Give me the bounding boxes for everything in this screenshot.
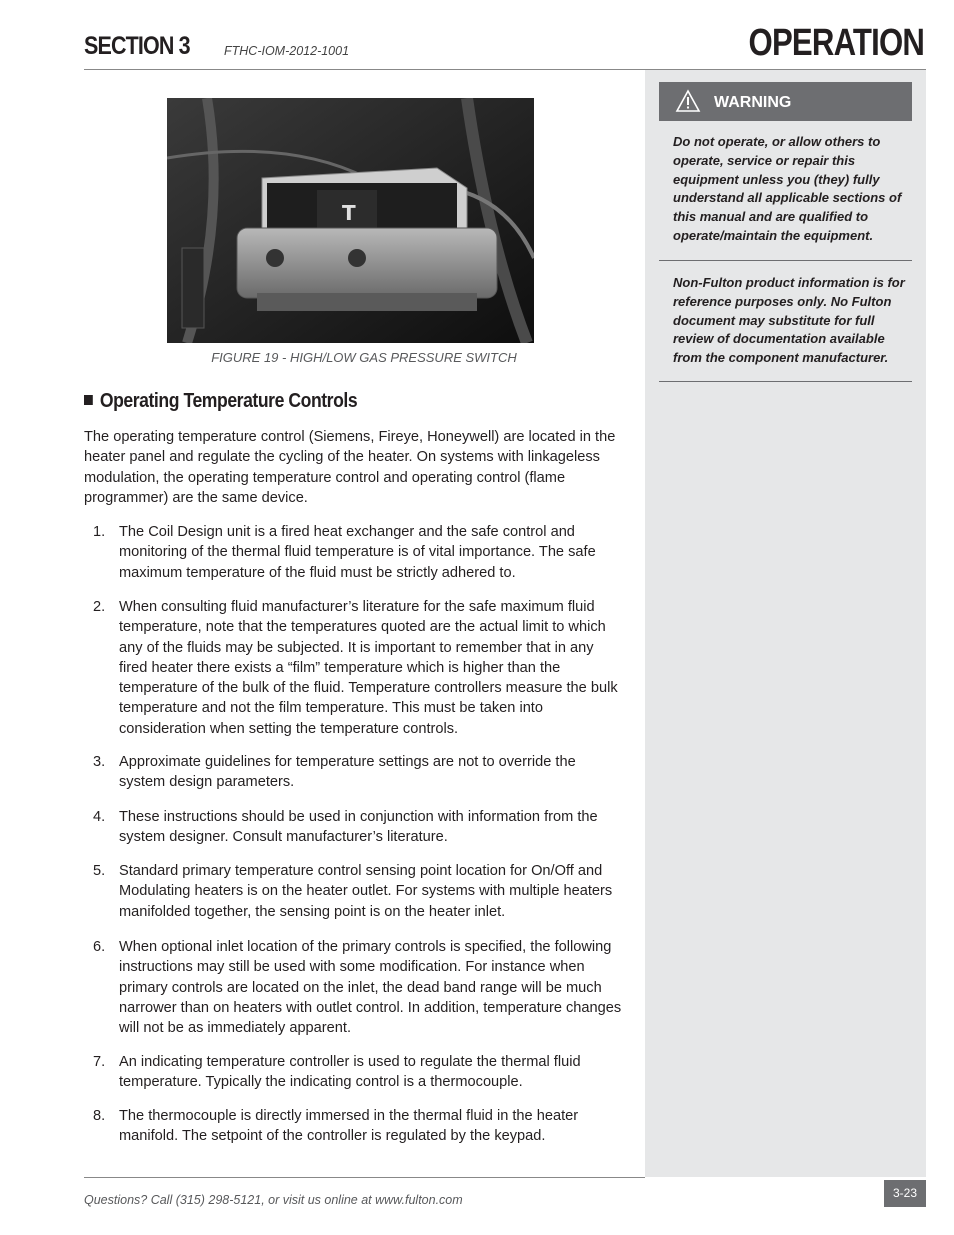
reference-note: Non-Fulton product information is for reference purposes only. No Fulton document may substitute for full review of documentation available from the component manufacturer. bbox=[673, 275, 905, 366]
list-text: The thermocouple is directly immersed in the thermal fluid in the heater manifold. The setpoint of the controller is regulated by the keypad. bbox=[119, 1108, 579, 1145]
list-text: When consulting fluid manufacturer’s literature for the safe maximum fluid temperature, note that the temperatures quoted are the actual limit to which any of the fluids may be subjected. It is important to remember that in any fired heater there exists a “film” temperature which is higher than the temperature of the bulk of the fluid. Temperature controllers measure the bulk temperature and not the film temperature. This must be taken into consideration when setting the temperature controls. bbox=[119, 599, 618, 737]
list-number: 8. bbox=[93, 1108, 106, 1124]
list-text: An indicating temperature controller is used to regulate the thermal fluid temperature. Typically the indicating control is a thermocouple. bbox=[119, 1054, 581, 1091]
list-number: 1. bbox=[93, 524, 106, 540]
list-number: 7. bbox=[93, 1054, 106, 1070]
warning-triangle-icon bbox=[675, 89, 701, 113]
figure-photo bbox=[167, 98, 534, 343]
sidebar-divider bbox=[659, 381, 912, 382]
list-text: The Coil Design unit is a fired heat exchanger and the safe control and monitoring of the thermal fluid temperature is of vital importance. The safe maximum temperature of the fluid must be strictly adhered to. bbox=[119, 524, 596, 581]
list-number: 5. bbox=[93, 863, 106, 879]
subheading-text: Operating Temperature Controls bbox=[99, 390, 358, 412]
warning-text: Do not operate, or allow others to operate, service or repair this equipment unless you (they) fully understand all applicable sections of this manual and are qualified to operate/maintain the equipment. bbox=[673, 134, 902, 243]
list-number: 4. bbox=[93, 809, 106, 825]
subheading bbox=[84, 390, 357, 413]
intro-paragraph: The operating temperature control (Siemens, Fireye, Honeywell) are located in the heater panel and regulate the cycling of the heater. On systems with linkageless modulation, the operating temperature control and operating control (flame programmer) are the same device. bbox=[84, 429, 616, 506]
figure-caption: FIGURE 19 - HIGH/LOW GAS PRESSURE SWITCH bbox=[211, 350, 517, 365]
section-label: SECTION 3 bbox=[84, 32, 190, 60]
list-text: Standard primary temperature control sensing point location for On/Off and Modulating heaters is on the heater outlet. For systems with multiple heaters manifolded together, the sensing point is on the heater inlet. bbox=[119, 863, 613, 920]
footer-rule bbox=[84, 1177, 645, 1178]
footer-contact: Questions? Call (315) 298-5121, or visit us online at www.fulton.com bbox=[84, 1193, 463, 1207]
document-number: FTHC-IOM-2012-1001 bbox=[224, 44, 350, 58]
list-text: Approximate guidelines for temperature settings are not to override the system design parameters. bbox=[119, 754, 576, 791]
page-title: OPERATION bbox=[748, 22, 924, 64]
list-number: 6. bbox=[93, 939, 106, 955]
square-bullet-icon bbox=[84, 395, 93, 405]
list-number: 3. bbox=[93, 754, 106, 770]
warning-box bbox=[659, 82, 912, 121]
sidebar-divider bbox=[659, 260, 912, 261]
warning-label: WARNING bbox=[714, 94, 792, 111]
list-text: When optional inlet location of the primary controls is specified, the following instructions may still be used with some modification. For instance when primary controls are located on the inlet, the dead band range will be much narrower than on heaters with outlet control. In addition, temperature changes will not be as immediately apparent. bbox=[119, 939, 622, 1037]
page-number: 3-23 bbox=[884, 1180, 926, 1207]
pressure-switch-illustration bbox=[167, 98, 534, 343]
list-text: These instructions should be used in conjunction with information from the system designer. Consult manufacturer’s literature. bbox=[119, 809, 598, 846]
list-number: 2. bbox=[93, 599, 106, 615]
svg-text:T: T bbox=[342, 201, 356, 225]
